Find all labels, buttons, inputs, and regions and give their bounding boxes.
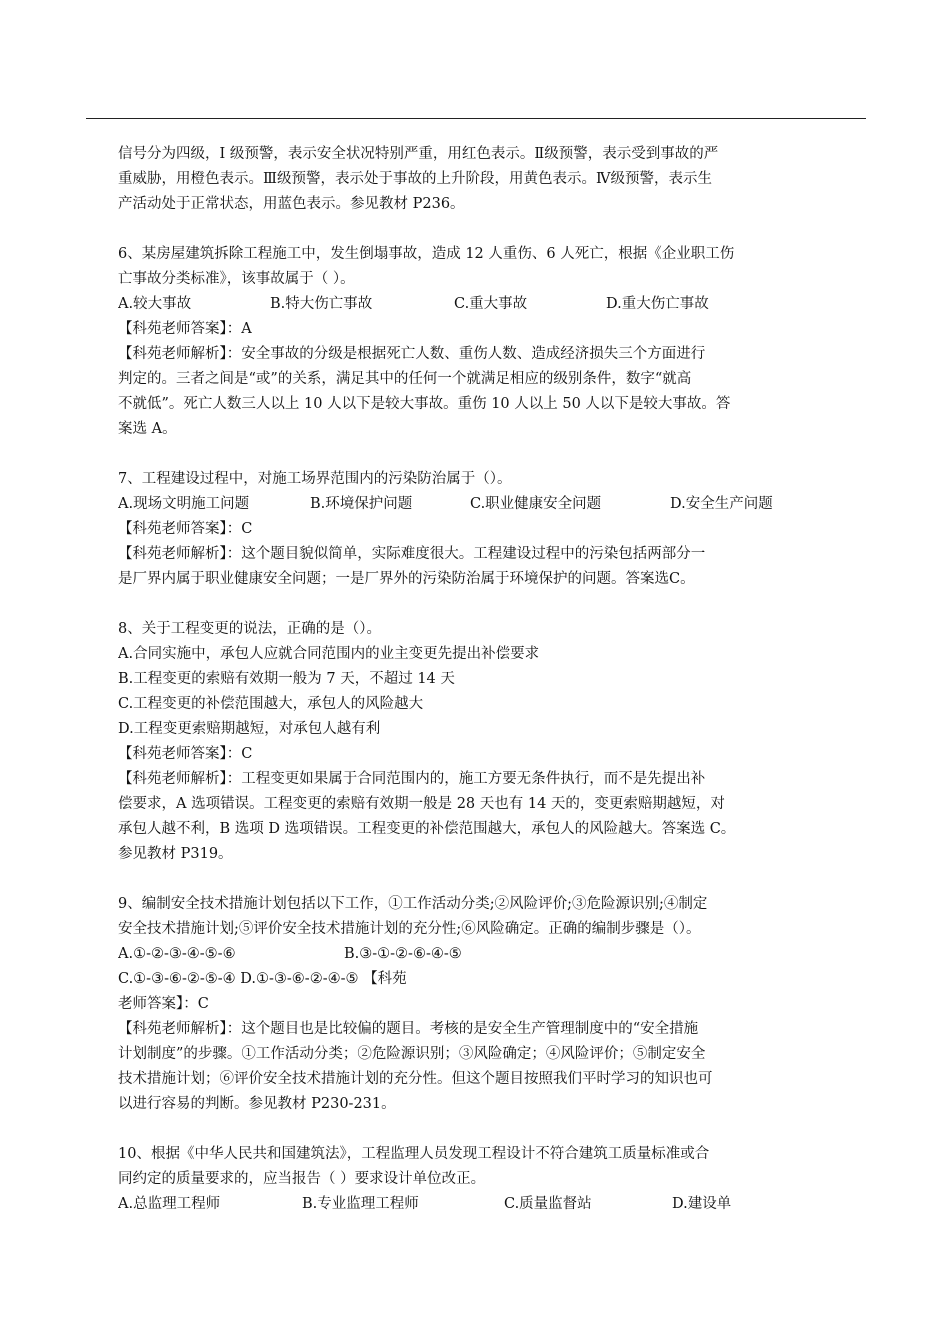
option-c: C.工程变更的补偿范围越大，承包人的风险越大	[118, 696, 424, 712]
question-6	[118, 242, 830, 442]
option-c: C.重大事故	[454, 296, 528, 312]
question-stem: 10、根据《中华人民共和国建筑法》，工程监理人员发现工程设计不符合建筑工质量标准或合	[118, 1146, 710, 1162]
analysis-line: 计划制度”的步骤。①工作活动分类；②危险源识别；③风险确定；④风险评价；⑤制定安全	[118, 1046, 706, 1062]
option-b: B.特大伤亡事故	[270, 296, 373, 312]
option-d: D.重大伤亡事故	[606, 296, 709, 312]
analysis-line: 【科苑老师解析】：这个题目貌似简单，实际难度很大。工程建设过程中的污染包括两部分一	[118, 546, 706, 562]
option-a: A.现场文明施工问题	[118, 496, 250, 512]
answer: 【科苑老师答案】：A	[118, 321, 252, 337]
question-stem: 9、编制安全技术措施计划包括以下工作，①工作活动分类;②风险评价;③危险源识别;④制定	[118, 896, 708, 912]
analysis-line: 案选 A。	[118, 421, 177, 437]
option-d: D.建设单	[672, 1196, 732, 1212]
question-stem: 安全技术措施计划;⑤评价安全技术措施计划的充分性;⑥风险确定。正确的编制步骤是（）。	[118, 921, 701, 937]
options-row	[118, 1192, 830, 1217]
intro-line: 产活动处于正常状态，用蓝色表示。参见教材 P236。	[118, 196, 465, 212]
analysis-line: 技术措施计划；⑥评价安全技术措施计划的充分性。但这个题目按照我们平时学习的知识也可	[118, 1071, 713, 1087]
option-a: A.总监理工程师	[118, 1196, 221, 1212]
analysis-line: 判定的。三者之间是“或”的关系，满足其中的任何一个就满足相应的级别条件，数字“就高	[118, 371, 692, 387]
intro-line: 信号分为四级，I 级预警，表示安全状况特别严重，用红色表示。Ⅱ级预警，表示受到事故的严	[118, 146, 719, 162]
option-b: B.③-①-②-⑥-④-⑤	[344, 946, 462, 962]
options-row-cd: C.①-③-⑥-②-⑤-④ D.①-③-⑥-②-④-⑤ 【科苑	[118, 971, 407, 987]
options-row	[118, 942, 830, 967]
intro-line: 重威胁，用橙色表示。Ⅲ级预警，表示处于事故的上升阶段，用黄色表示。Ⅳ级预警，表示生	[118, 171, 712, 187]
header-rule	[86, 118, 866, 119]
option-d: D.工程变更索赔期越短，对承包人越有利	[118, 721, 381, 737]
answer: 【科苑老师答案】：C	[118, 746, 253, 762]
analysis-line: 【科苑老师解析】：工程变更如果属于合同范围内的，施工方要无条件执行，而不是先提出补	[118, 771, 706, 787]
option-d: D.安全生产问题	[670, 496, 773, 512]
option-a: A.较大事故	[118, 296, 192, 312]
analysis-line: 是厂界内属于职业健康安全问题；一是厂界外的污染防治属于环境保护的问题。答案选C。	[118, 571, 695, 587]
answer: 老师答案】：C	[118, 996, 209, 1012]
option-b: B.工程变更的索赔有效期一般为 7 天，不超过 14 天	[118, 671, 455, 687]
answer: 【科苑老师答案】：C	[118, 521, 253, 537]
question-stem: 6、某房屋建筑拆除工程施工中，发生倒塌事故，造成 12 人重伤、6 人死亡，根据《企业职工伤	[118, 246, 735, 262]
option-b: B.环境保护问题	[310, 496, 413, 512]
option-b: B.专业监理工程师	[302, 1196, 419, 1212]
analysis-line: 承包人越不利，B 选项 D 选项错误。工程变更的补偿范围越大，承包人的风险越大。答案选 C。	[118, 821, 736, 837]
question-10	[118, 1142, 830, 1217]
option-c: C.职业健康安全问题	[470, 496, 602, 512]
question-8	[118, 617, 830, 867]
analysis-line: 参见教材 P319。	[118, 846, 233, 862]
question-9	[118, 892, 830, 1117]
analysis-line: 不就低”。死亡人数三人以上 10 人以下是较大事故。重伤 10 人以上 50 人以下是较大事故。答	[118, 396, 731, 412]
question-stem: 同约定的质量要求的，应当报告（ ）要求设计单位改正。	[118, 1171, 486, 1187]
options-row	[118, 492, 830, 517]
options-row	[118, 292, 830, 317]
question-stem: 8、关于工程变更的说法，正确的是（）。	[118, 621, 381, 637]
analysis-line: 【科苑老师解析】：安全事故的分级是根据死亡人数、重伤人数、造成经济损失三个方面进行	[118, 346, 706, 362]
option-c: C.质量监督站	[504, 1196, 592, 1212]
analysis-line: 偿要求，A 选项错误。工程变更的索赔有效期一般是 28 天也有 14 天的，变更索赔期越短，对	[118, 796, 725, 812]
question-stem: 亡事故分类标准》，该事故属于（ ）。	[118, 271, 355, 287]
question-stem: 7、工程建设过程中，对施工场界范围内的污染防治属于（）。	[118, 471, 512, 487]
intro-paragraph	[118, 142, 830, 217]
document-body	[118, 142, 830, 1217]
question-7	[118, 467, 830, 592]
analysis-line: 以进行容易的判断。参见教材 P230-231。	[118, 1096, 396, 1112]
analysis-line: 【科苑老师解析】：这个题目也是比较偏的题目。考核的是安全生产管理制度中的“安全措施	[118, 1021, 699, 1037]
option-a: A.①-②-③-④-⑤-⑥	[118, 946, 236, 962]
option-a: A.合同实施中，承包人应就合同范围内的业主变更先提出补偿要求	[118, 646, 540, 662]
